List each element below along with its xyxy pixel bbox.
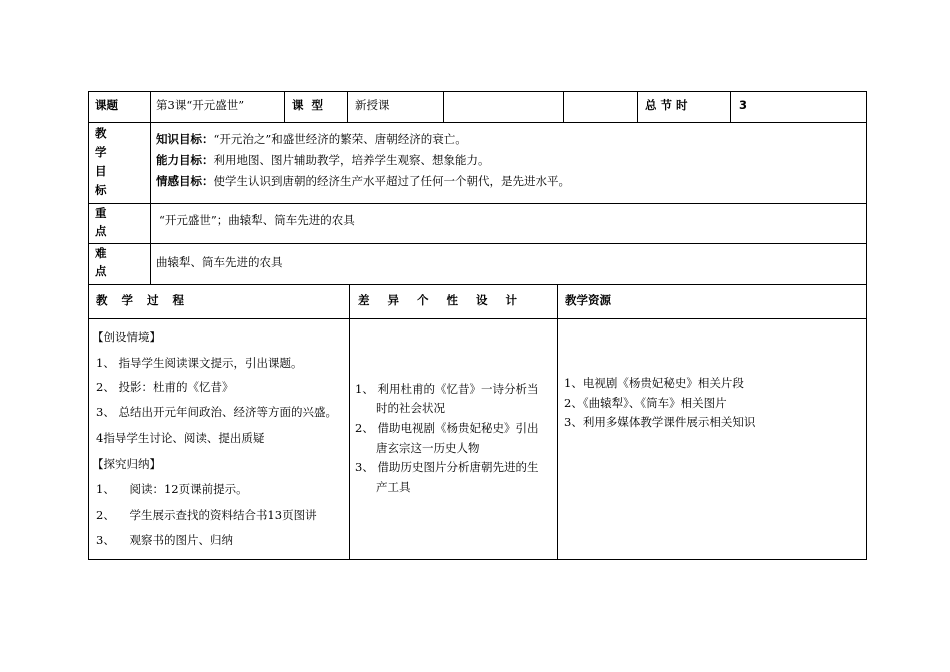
header-cell-divider — [347, 91, 348, 123]
row-divider — [88, 243, 867, 244]
header-cell-divider — [730, 91, 731, 123]
design-item: 唐玄宗这一历史人物 — [376, 441, 480, 455]
key-point-label-char: 重 — [95, 206, 107, 220]
goals-label-char: 目 — [95, 164, 107, 178]
label-column-divider — [150, 91, 151, 285]
table-border-top — [88, 91, 867, 92]
process-item: 3、 总结出开元年间政治、经济等方面的兴盛。 — [96, 405, 337, 419]
resource-item: 1、电视剧《杨贵妃秘史》相关片段 — [564, 376, 744, 390]
type-value: 新授课 — [355, 98, 390, 112]
design-item: 产工具 — [376, 480, 411, 494]
design-item: 1、 利用杜甫的《忆昔》一诗分析当 — [355, 382, 539, 396]
goals-label-char: 学 — [95, 145, 107, 159]
header-cell-divider — [563, 91, 564, 123]
knowledge-goal — [156, 132, 467, 146]
table-border-left — [88, 91, 89, 560]
resource-column-divider — [557, 284, 558, 560]
key-point-label-char: 点 — [95, 224, 107, 238]
hours-value: 3 — [739, 98, 748, 112]
row-divider — [88, 203, 867, 204]
header-cell-divider — [443, 91, 444, 123]
ability-goal-label: 能力目标： — [156, 153, 214, 167]
ability-goal-text: 利用地图、图片辅助教学，培养学生观察、想象能力。 — [213, 153, 490, 167]
process-item: 3、 观察书的图片、归纳 — [96, 533, 233, 547]
resource-item: 3、利用多媒体教学课件展示相关知识 — [564, 415, 756, 429]
resources-column-header: 教学资源 — [565, 293, 611, 307]
knowledge-goal-text: “开元治之”和盛世经济的繁荣、唐朝经济的衰亡。 — [213, 132, 467, 146]
resource-item: 2、《曲辕犁》、《筒车》相关图片 — [564, 396, 727, 410]
design-column-header: 差 异 个 性 设 计 — [358, 293, 518, 307]
ability-goal — [156, 153, 490, 167]
process-section-heading: 【探究归纳】 — [92, 457, 161, 471]
row-divider — [88, 122, 867, 123]
table-border-bottom — [88, 559, 867, 560]
goals-label-char: 标 — [95, 183, 107, 197]
process-column-divider — [349, 284, 350, 560]
header-cell-divider — [284, 91, 285, 123]
course-label: 课题 — [95, 98, 118, 112]
process-item: 1、 指导学生阅读课文提示，引出课题。 — [96, 356, 303, 370]
row-divider — [88, 284, 867, 285]
process-item: 4指导学生讨论、阅读、提出质疑 — [96, 431, 265, 445]
emotion-goal — [156, 174, 570, 188]
knowledge-goal-label: 知识目标： — [156, 132, 214, 146]
difficult-point-label-char: 点 — [95, 264, 107, 278]
design-item: 时的社会状况 — [376, 401, 445, 415]
difficult-point-label-char: 难 — [95, 246, 107, 260]
key-point-text: “开元盛世”；曲辕犁、筒车先进的农具 — [159, 213, 355, 227]
difficult-point-text: 曲辕犁、筒车先进的农具 — [156, 255, 283, 269]
process-item: 2、 投影：杜甫的《忆昔》 — [96, 380, 234, 394]
process-item: 2、 学生展示查找的资料结合书13页图讲 — [96, 508, 317, 522]
emotion-goal-text: 使学生认识到唐朝的经济生产水平超过了任何一个朝代，是先进水平。 — [213, 174, 570, 188]
design-item: 2、 借助电视剧《杨贵妃秘史》引出 — [355, 421, 539, 435]
design-item: 3、 借助历史图片分析唐朝先进的生 — [355, 460, 539, 474]
process-column-header: 教 学 过 程 — [96, 293, 185, 307]
emotion-goal-label: 情感目标： — [156, 174, 214, 188]
course-value: 第3课“开元盛世” — [156, 98, 245, 112]
table-border-right — [866, 91, 867, 560]
goals-label-char: 教 — [95, 126, 107, 140]
process-item: 1、 阅读：12页课前提示。 — [96, 482, 248, 496]
hours-label: 总 节 时 — [645, 98, 688, 112]
header-cell-divider — [637, 91, 638, 123]
process-section-heading: 【创设情境】 — [92, 330, 161, 344]
type-label: 课 型 — [292, 98, 324, 112]
row-divider — [88, 318, 867, 319]
